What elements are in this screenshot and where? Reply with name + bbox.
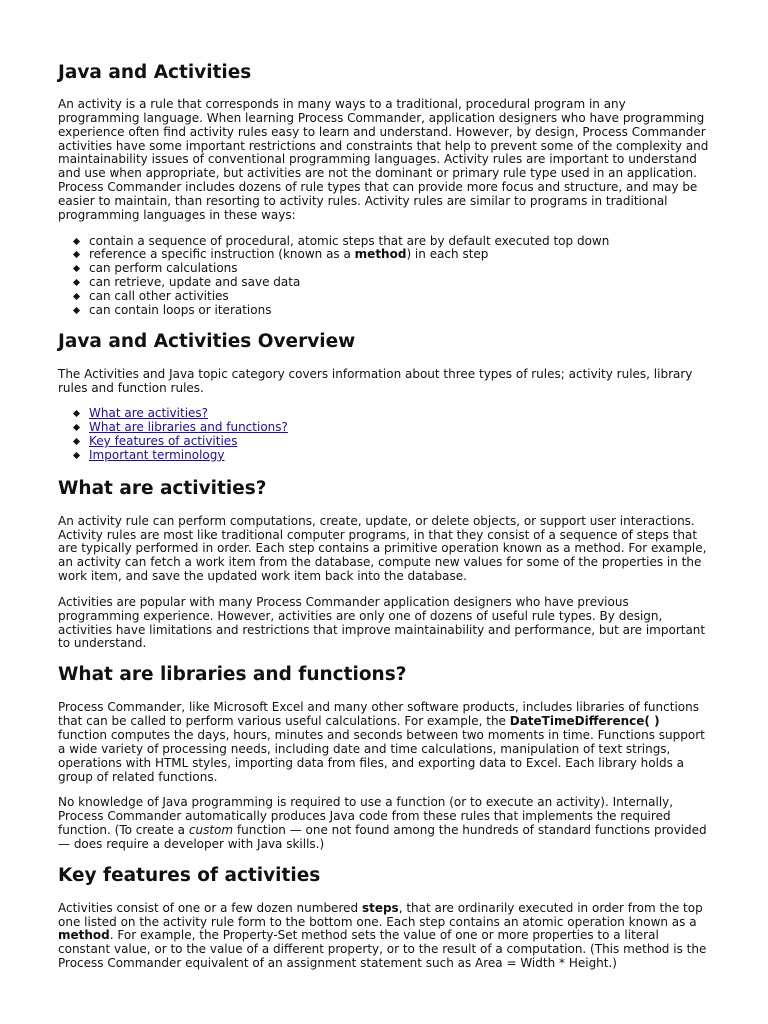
- activity-similarities-list: [58, 235, 710, 318]
- paragraph-text: Process Commander, like Microsoft Excel and many other software products, includes libraries of functions that can be called to perform various useful calculations. For example, the: [58, 700, 699, 729]
- list-item: [58, 276, 710, 290]
- heading-what-are-activities: What are activities?: [58, 477, 267, 499]
- paragraph-key-features: [58, 902, 710, 971]
- steps-term: steps: [361, 900, 399, 915]
- list-item: [58, 304, 710, 318]
- link-libraries-and-functions[interactable]: What are libraries and functions?: [89, 420, 288, 435]
- method-term: method: [354, 247, 407, 262]
- list-item: [58, 435, 710, 449]
- paragraph-overview-intro: The Activities and Java topic category covers information about three types of rules; activity rules, library rules and function rules.: [58, 366, 693, 395]
- list-item: [58, 290, 710, 304]
- list-item: [58, 235, 710, 249]
- list-item-text: ) in each step: [406, 247, 489, 262]
- paragraph-text: function — one not found among the hundreds of standard functions provided — does require a developer with Java skills.): [58, 823, 707, 851]
- list-item-text: reference a specific instruction (known as a: [89, 247, 355, 262]
- custom-term: custom: [188, 823, 234, 838]
- paragraph-text: function computes the days, hours, minutes and seconds between two moments in time. Functions support a wide variety of processing needs, including date and time calculations, manipulation of text strings, operations with HTML styles, importing data from files, and exporting data to Excel. Each library holds a group of related functions.: [58, 728, 705, 784]
- paragraph-libraries-2: [58, 796, 710, 851]
- link-what-are-activities[interactable]: What are activities?: [89, 406, 209, 421]
- link-key-features[interactable]: Key features of activities: [89, 434, 238, 449]
- paragraph-text: Activities consist of one or a few dozen numbered: [58, 900, 362, 915]
- heading-key-features: Key features of activities: [58, 864, 321, 886]
- list-item: [58, 449, 710, 463]
- list-item: [58, 262, 710, 276]
- overview-links-list: [58, 407, 710, 462]
- paragraph-text: No knowledge of Java programming is required to use a function (or to execute an activity). Internally, Process Commander automatically produces Java code from these rules that implements the required function. (To create a: [58, 795, 674, 838]
- paragraph-text: , that are ordinarily executed in order from the top one listed on the activity rule form to the bottom one. Each step contains an atomic operation known as a: [58, 900, 703, 929]
- list-item-text: can retrieve, update and save data: [89, 275, 301, 290]
- list-item-text: contain a sequence of procedural, atomic steps that are by default executed top down: [89, 233, 610, 248]
- list-item: [58, 407, 710, 421]
- heading-overview: Java and Activities Overview: [58, 330, 356, 352]
- function-name: DateTimeDifference( ): [509, 714, 660, 729]
- list-item: [58, 421, 710, 435]
- list-item-text: can contain loops or iterations: [89, 302, 272, 317]
- heading-libraries-and-functions: What are libraries and functions?: [58, 664, 407, 686]
- paragraph-activities-2: Activities are popular with many Process Commander application designers who have previous programming experience. However, activities are only one of dozens of useful rule types. By design, activities have limitations and restrictions that improve maintainability and performance, but are important to understand.: [58, 594, 706, 651]
- list-item: [58, 248, 710, 262]
- link-important-terminology[interactable]: Important terminology: [89, 447, 225, 462]
- paragraph-text: . For example, the Property-Set method sets the value of one or more properties to a literal constant value, or to the value of a different property, or to the result of a computation. (This method is the Process Commander equivalent of an assignment statement such as Area = Width * Height.): [58, 928, 707, 971]
- paragraph-activities-1: An activity rule can perform computations, create, update, or delete objects, or support user interactions. Activity rules are most like traditional computer programs, in that they consist of a sequence of steps that are typically performed in order. Each step contains a primitive operation known as a method. For example, an activity can fetch a work item from the database, compute new values for some of the properties in the work item, and save the updated work item back into the database.: [58, 513, 707, 584]
- list-item-text: can call other activities: [89, 288, 229, 303]
- heading-java-and-activities: Java and Activities: [58, 62, 252, 83]
- method-term: method: [58, 928, 110, 943]
- paragraph-activity-intro: An activity is a rule that corresponds in many ways to a traditional, procedural program in any programming language. When learning Process Commander, application designers who have programming experience often find activity rules easy to learn and understand. However, by design, Process Commander activities have some important restrictions and constraints that help to prevent some of the complexity and maintainability issues of conventional programming languages. Activity rules are important to understand and use when appropriate, but activities are not the dominant or primary rule type used in an application. Process Commander includes dozens of rule types that can provide more focus and structure, and may be easier to maintain, than resorting to activity rules. Activity rules are similar to programs in traditional programming languages in these ways:: [58, 97, 709, 222]
- list-item-text: can perform calculations: [89, 261, 238, 276]
- paragraph-libraries-1: [58, 701, 710, 784]
